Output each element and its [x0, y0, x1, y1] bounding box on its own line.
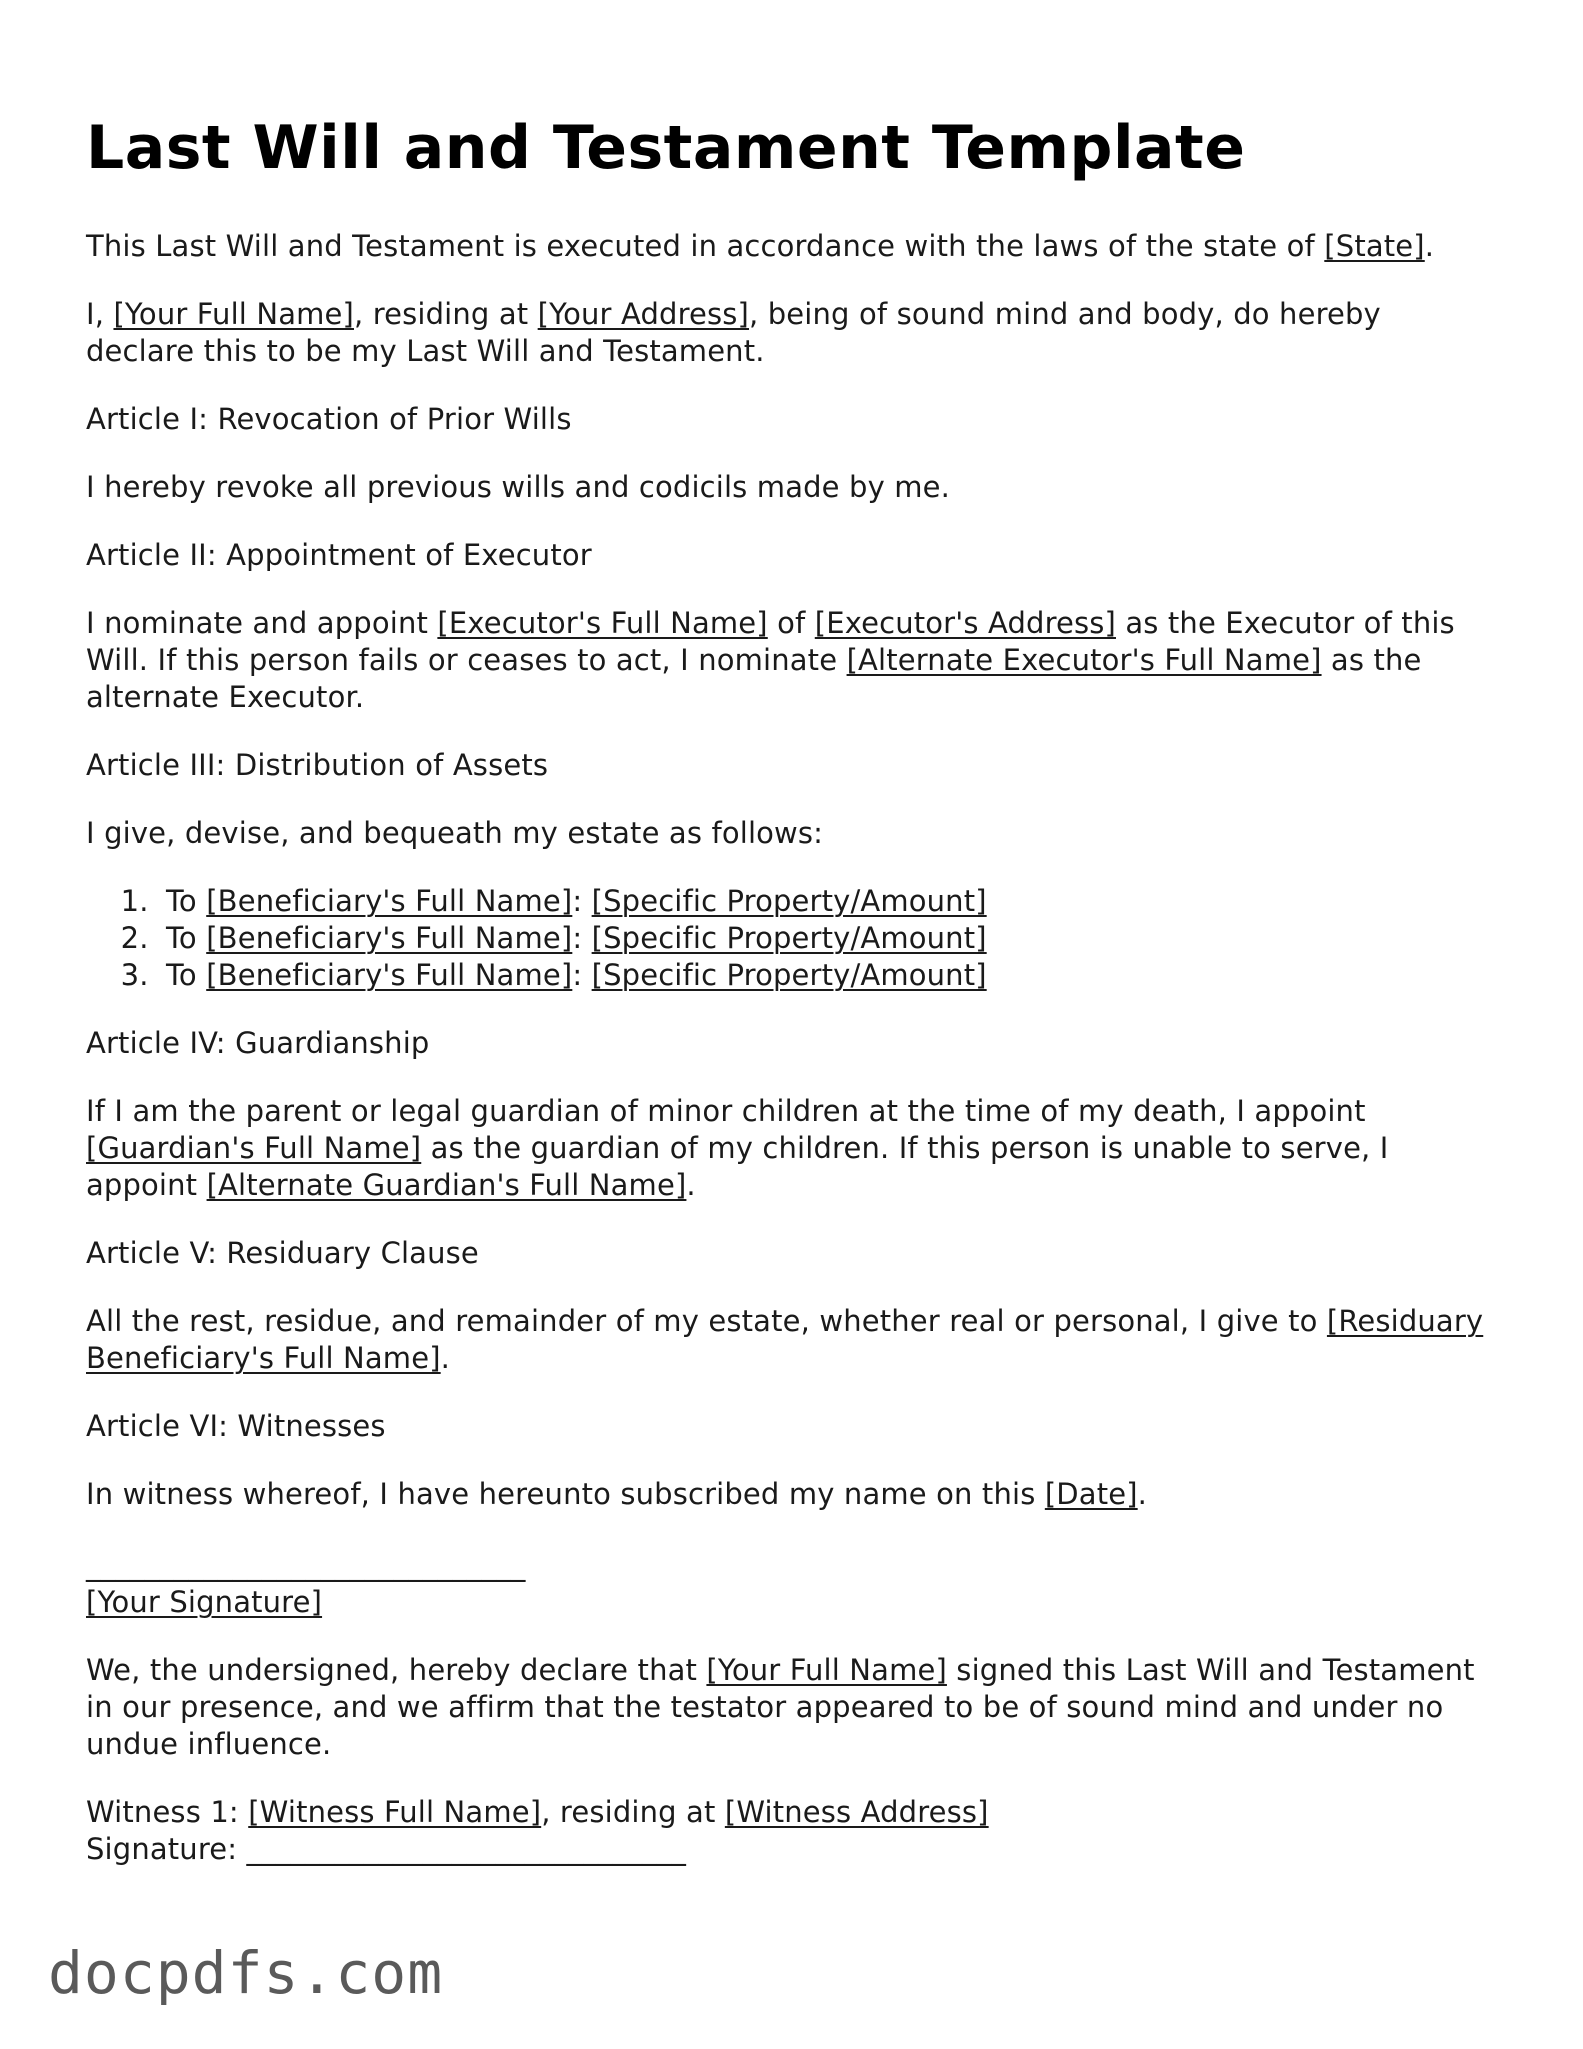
full-name-placeholder: [Your Full Name] [706, 1653, 947, 1687]
list-item: 1. To [Beneficiary's Full Name]: [Specific Property/Amount] [158, 883, 1496, 920]
guardian-placeholder: [Guardian's Full Name] [86, 1131, 422, 1165]
signature-line: ______________________________ [86, 1548, 526, 1582]
article-1-text: I hereby revoke all previous wills and codicils made by me. [86, 470, 951, 504]
full-name-placeholder: [Your Full Name] [113, 297, 354, 331]
witness-1-line: Witness 1: [Witness Full Name], residing at [Witness Address] [86, 1795, 989, 1829]
state-placeholder: [State] [1324, 229, 1425, 263]
residuary-placeholder: [Residuary Beneficiary's Full Name] [86, 1304, 1484, 1375]
document-title: Last Will and Testament Template [86, 113, 1246, 183]
article-1-heading: Article I: Revocation of Prior Wills [86, 402, 572, 436]
beneficiary-placeholder: [Beneficiary's Full Name] [206, 958, 573, 992]
executor-address-placeholder: [Executor's Address] [814, 606, 1116, 640]
intro-paragraph: This Last Will and Testament is executed in accordance with the laws of the state of [State]. [86, 229, 1435, 263]
article-2-text: I nominate and appoint [Executor's Full Name] of [Executor's Address] as the Executor of this Will. If this person fails or ceases to act, I nominate [Alternate Executor's Full Name] as the alternate Executor. [86, 606, 1455, 714]
list-item: 2. To [Beneficiary's Full Name]: [Specific Property/Amount] [158, 920, 1496, 957]
article-6-heading: Article VI: Witnesses [86, 1409, 386, 1443]
article-5-heading: Article V: Residuary Clause [86, 1236, 479, 1270]
article-6-text: In witness whereof, I have hereunto subscribed my name on this [Date]. [86, 1477, 1148, 1511]
executor-name-placeholder: [Executor's Full Name] [437, 606, 768, 640]
witness-address-placeholder: [Witness Address] [724, 1795, 989, 1829]
list-item: 3. To [Beneficiary's Full Name]: [Specific Property/Amount] [158, 957, 1496, 994]
address-placeholder: [Your Address] [537, 297, 750, 331]
alternate-guardian-placeholder: [Alternate Guardian's Full Name] [206, 1168, 687, 1202]
property-placeholder: [Specific Property/Amount] [591, 884, 987, 918]
article-4-text: If I am the parent or legal guardian of minor children at the time of my death, I appoint [Guardian's Full Name] as the guardian of my children. If this person is unable to serve, I appoint [Alternate Guardian's Full Name]. [86, 1094, 1389, 1202]
watermark: docpdfs.com [48, 1939, 444, 2007]
declaration-paragraph: I, [Your Full Name], residing at [Your Address], being of sound mind and body, do hereby declare this to be my Last Will and Testament. [86, 297, 1381, 368]
attestation-paragraph: We, the undersigned, hereby declare that [Your Full Name] signed this Last Will and Testament in our presence, and we affirm that the testator appeared to be of sound mind and under no undue influence. [86, 1653, 1475, 1761]
article-3-heading: Article III: Distribution of Assets [86, 748, 549, 782]
beneficiary-placeholder: [Beneficiary's Full Name] [206, 921, 573, 955]
document-page [86, 112, 1496, 1868]
article-3-text: I give, devise, and bequeath my estate as follows: [86, 816, 824, 850]
date-placeholder: [Date] [1044, 1477, 1138, 1511]
article-5-text: All the rest, residue, and remainder of my estate, whether real or personal, I give to [Residuary Beneficiary's Full Name]. [86, 1304, 1484, 1375]
property-placeholder: [Specific Property/Amount] [591, 921, 987, 955]
alternate-executor-placeholder: [Alternate Executor's Full Name] [846, 643, 1322, 677]
beneficiary-placeholder: [Beneficiary's Full Name] [206, 884, 573, 918]
signature-label: [Your Signature] [86, 1585, 323, 1619]
beneficiary-list [86, 883, 1496, 994]
property-placeholder: [Specific Property/Amount] [591, 958, 987, 992]
intro-text: This Last Will and Testament is executed in accordance with the laws of the state of [86, 229, 1325, 263]
witness-name-placeholder: [Witness Full Name] [248, 1795, 542, 1829]
article-4-heading: Article IV: Guardianship [86, 1026, 430, 1060]
witness-1-signature: Signature: ______________________________ [86, 1832, 687, 1866]
article-2-heading: Article II: Appointment of Executor [86, 538, 592, 572]
